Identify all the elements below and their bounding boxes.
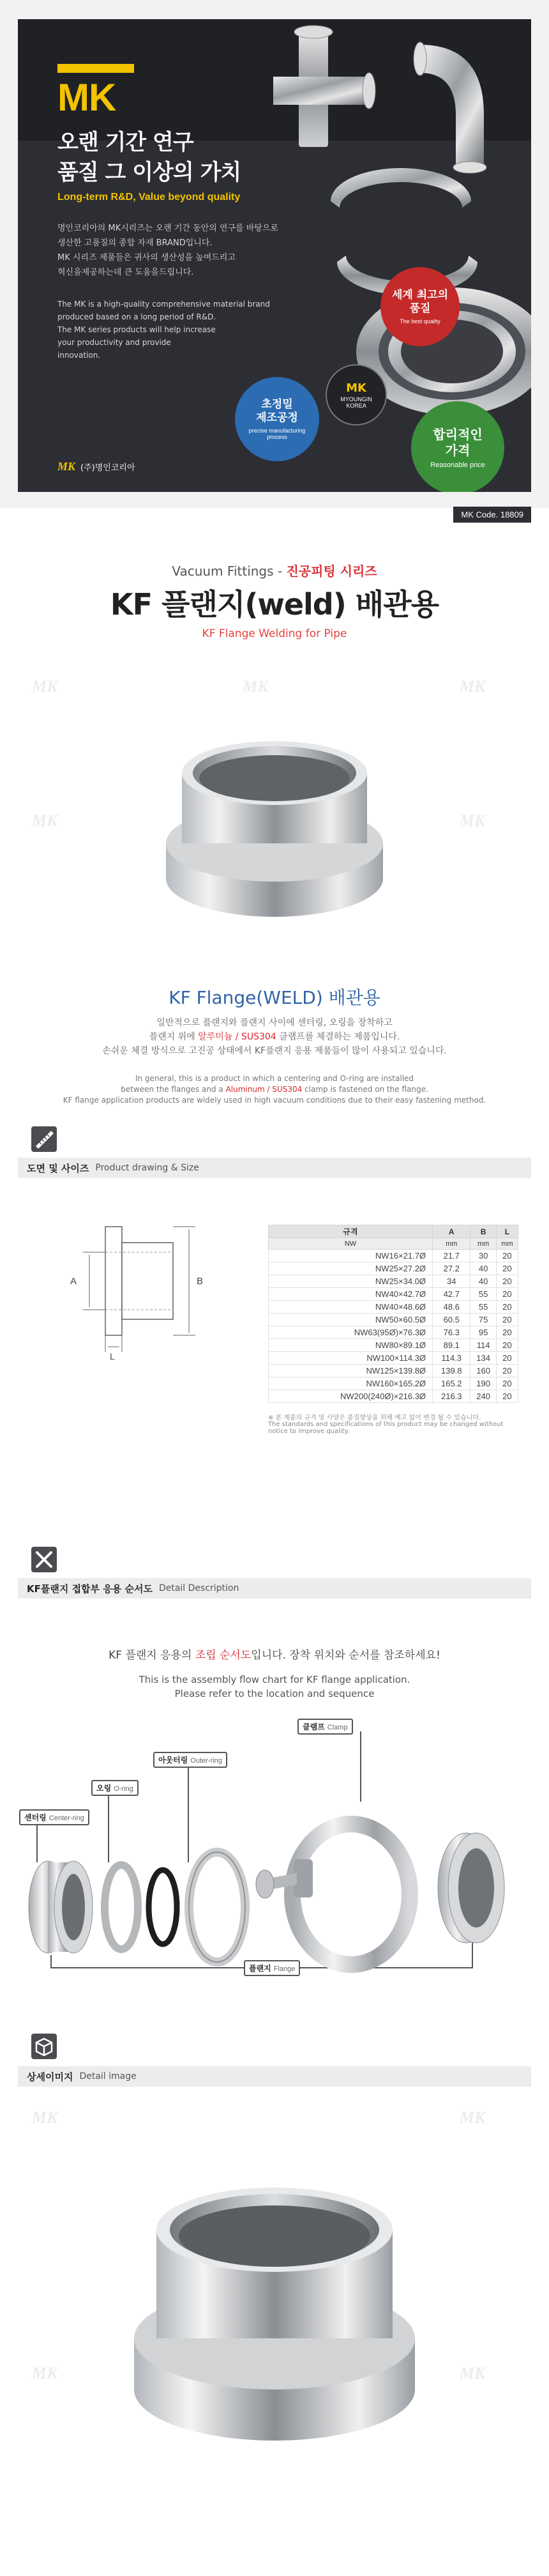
description-en: between the flanges and a Aluminum / SUS304 clamp is fastened on the flange. [121, 1085, 428, 1094]
table-cell: 20 [496, 1314, 518, 1326]
product-flange-image [147, 735, 402, 926]
dimension-b-label: B [197, 1276, 204, 1287]
table-cell: NW50×60.5Ø [269, 1314, 433, 1326]
page-subtitle: KF Flange Welding for Pipe [202, 627, 347, 640]
hero-kor-line: 생산한 고품질의 종합 자재 BRAND입니다. [57, 238, 213, 248]
hero-kor-line: 명인코리아의 MK시리즈는 오랜 기간 동안의 연구를 바탕으로 [57, 224, 278, 233]
table-cell: NW63(95Ø)×76.3Ø [269, 1326, 433, 1339]
hero-headline-2: 품질 그 이상의 가치 [57, 160, 241, 185]
table-cell: 48.6 [433, 1301, 470, 1314]
part-label-flange: 플랜지 Flange [244, 1960, 300, 1976]
table-cell: 60.5 [433, 1314, 470, 1326]
assembly-intro-kr: KF 플랜지 응용의 조립 순서도입니다. 장착 위치와 순서를 참조하세요! [109, 1649, 440, 1662]
drawing-section-header: 도면 및 사이즈 Product drawing & Size [18, 1158, 531, 1178]
table-row [269, 1326, 518, 1339]
product-code-badge: MK Code. 18809 [453, 507, 531, 523]
hero-tagline: Long-term R&D, Value beyond quality [57, 192, 241, 203]
table-cell: 27.2 [433, 1262, 470, 1275]
watermark-logo: MK [32, 677, 58, 696]
watermark-logo: MK [32, 2108, 58, 2127]
table-row [269, 1288, 518, 1301]
assembly-section-header: KF플랜지 접합부 응용 순서도 Detail Description [18, 1578, 531, 1598]
hero-headline: 오랜 기간 연구 [57, 130, 193, 155]
table-row [269, 1275, 518, 1288]
assembly-intro-en: Please refer to the location and sequence [174, 1688, 375, 1699]
table-cell: 75 [470, 1314, 496, 1326]
table-cell: 76.3 [433, 1326, 470, 1339]
table-cell: 55 [470, 1301, 496, 1314]
dimension-l-label: L [110, 1351, 115, 1361]
hero-eng-line: The MK series products will help increase [57, 325, 216, 334]
company-logo: MK [57, 460, 76, 473]
table-cell: NW100×114.3Ø [269, 1352, 433, 1365]
table-cell: 20 [496, 1326, 518, 1339]
table-cell: 139.8 [433, 1365, 470, 1377]
accent-bar [57, 64, 134, 73]
precise-process-badge: 초정밀 제조공정 precise manufacturing process [235, 377, 319, 461]
table-cell: 134 [470, 1352, 496, 1365]
hero-panel [18, 19, 531, 492]
table-cell: 190 [470, 1377, 496, 1390]
table-cell: 20 [496, 1250, 518, 1262]
table-cell: 40 [470, 1275, 496, 1288]
table-row [269, 1262, 518, 1275]
table-header-row [269, 1225, 518, 1238]
table-cell: 20 [496, 1262, 518, 1275]
column-header: B [470, 1225, 496, 1238]
watermark-logo: MK [460, 677, 486, 696]
description-en: KF flange application products are widely used in high vacuum conditions due to their easy fastening method. [63, 1096, 486, 1105]
hero-banner [0, 0, 549, 508]
table-cell: 165.2 [433, 1377, 470, 1390]
table-note-en: The standards and specifications of this product may be changed without notice to improve quality. [268, 1421, 504, 1435]
hero-footer [57, 460, 135, 473]
table-cell: 40 [470, 1262, 496, 1275]
column-header: A [433, 1225, 470, 1238]
watermark-logo: MK [460, 2364, 486, 2382]
best-quality-badge: 세계 최고의 품질 The best quality [380, 267, 460, 346]
table-row [269, 1301, 518, 1314]
table-cell: NW125×139.8Ø [269, 1365, 433, 1377]
watermark-logo: MK [243, 677, 269, 696]
unit-header: mm [470, 1238, 496, 1250]
table-cell: 34 [433, 1275, 470, 1288]
category-line: Vacuum Fittings - 진공피팅 시리즈 [172, 564, 377, 579]
assembly-intro-en: This is the assembly flow chart for KF flange application. [139, 1674, 410, 1685]
column-header: 규격 [269, 1225, 433, 1238]
hero-kor-line: 혁신을제공하는데 큰 도움을드립니다. [57, 268, 194, 277]
description-kr: 일반적으로 플랜지와 플랜지 사이에 센터링, 오링을 장착하고 [156, 1018, 393, 1028]
table-row [269, 1390, 518, 1403]
table-cell: 20 [496, 1301, 518, 1314]
part-label-clamp: 클램프 Clamp [297, 1719, 353, 1735]
table-cell: 114.3 [433, 1352, 470, 1365]
table-cell: 20 [496, 1390, 518, 1403]
hero-eng-line: innovation. [57, 351, 101, 360]
tools-icon [29, 1545, 59, 1574]
unit-header: NW [269, 1238, 433, 1250]
table-cell: 20 [496, 1352, 518, 1365]
hero-kor-line: MK 시리즈 제품들은 귀사의 생산성을 높여드리고 [57, 253, 236, 263]
table-cell: 42.7 [433, 1288, 470, 1301]
watermark-logo: MK [460, 811, 486, 830]
part-label-center-ring: 센터링 Center-ring [19, 1809, 89, 1825]
unit-header: mm [433, 1238, 470, 1250]
description-kr: 손쉬운 체결 방식으로 고진공 상태에서 KF플랜지 응용 제품들이 많이 사용되고 있습니다. [102, 1046, 447, 1056]
detail-flange-image [115, 2159, 434, 2453]
watermark-logo: MK [32, 811, 58, 830]
table-cell: NW80×89.1Ø [269, 1339, 433, 1352]
description-kr: 플랜지 위에 알루미늄 / SUS304 클램프를 체결하는 제품입니다. [149, 1032, 400, 1042]
table-cell: NW25×27.2Ø [269, 1262, 433, 1275]
dimension-a-label: A [70, 1276, 77, 1287]
table-cell: 30 [470, 1250, 496, 1262]
table-row [269, 1352, 518, 1365]
detail-section-header: 상세이미지 Detail image [18, 2066, 531, 2087]
brand-logo: MK [57, 76, 116, 119]
table-cell: 20 [496, 1377, 518, 1390]
hero-eng-line: The MK is a high-quality comprehensive material brand [57, 300, 270, 309]
table-cell: 89.1 [433, 1339, 470, 1352]
table-cell: NW160×165.2Ø [269, 1377, 433, 1390]
part-label-o-ring: 오링 O-ring [91, 1780, 139, 1796]
table-cell: 20 [496, 1288, 518, 1301]
spec-table [268, 1225, 518, 1403]
description-heading: KF Flange(WELD) 배관용 [169, 987, 380, 1008]
description-en: In general, this is a product in which a centering and O-ring are installed [135, 1074, 414, 1083]
table-row [269, 1365, 518, 1377]
table-cell: NW40×42.7Ø [269, 1288, 433, 1301]
table-cell: 20 [496, 1275, 518, 1288]
table-cell: 55 [470, 1288, 496, 1301]
table-row [269, 1314, 518, 1326]
table-cell: 240 [470, 1390, 496, 1403]
column-header: L [496, 1225, 518, 1238]
table-cell: 216.3 [433, 1390, 470, 1403]
ruler-icon [29, 1124, 59, 1154]
part-label-outer-ring: 아웃터링 Outer-ring [153, 1752, 227, 1768]
spec-table-body [269, 1250, 518, 1403]
table-cell: NW200(240Ø)×216.3Ø [269, 1390, 433, 1403]
mk-seal-badge: MK MYOUNGIN KOREA [326, 364, 387, 425]
table-cell: 95 [470, 1326, 496, 1339]
watermark-logo: MK [32, 2364, 58, 2382]
table-cell: 160 [470, 1365, 496, 1377]
watermark-logo: MK [460, 2108, 486, 2127]
hero-eng-line: your productivity and provide [57, 338, 171, 347]
page-title: KF 플랜지(weld) 배관용 [110, 587, 439, 622]
reasonable-price-badge: 합리적인 가격 Reasonable price [411, 401, 504, 492]
table-cell: NW25×34.0Ø [269, 1275, 433, 1288]
company-name: (주)명인코리아 [80, 463, 135, 473]
table-row [269, 1377, 518, 1390]
table-cell: NW16×21.7Ø [269, 1250, 433, 1262]
table-cell: 21.7 [433, 1250, 470, 1262]
hero-eng-line: produced based on a long period of R&D. [57, 312, 216, 321]
technical-drawing [45, 1201, 230, 1361]
table-cell: 20 [496, 1365, 518, 1377]
table-row [269, 1250, 518, 1262]
box-icon [29, 2032, 59, 2061]
table-note-kr: ※ 본 제품의 규격 및 사양은 품질향상을 위해 예고 없이 변경 될 수 있습니다. [268, 1414, 481, 1422]
table-cell: 20 [496, 1339, 518, 1352]
unit-header: mm [496, 1238, 518, 1250]
table-cell: 114 [470, 1339, 496, 1352]
table-unit-row [269, 1238, 518, 1250]
table-cell: NW40×48.6Ø [269, 1301, 433, 1314]
table-row [269, 1339, 518, 1352]
